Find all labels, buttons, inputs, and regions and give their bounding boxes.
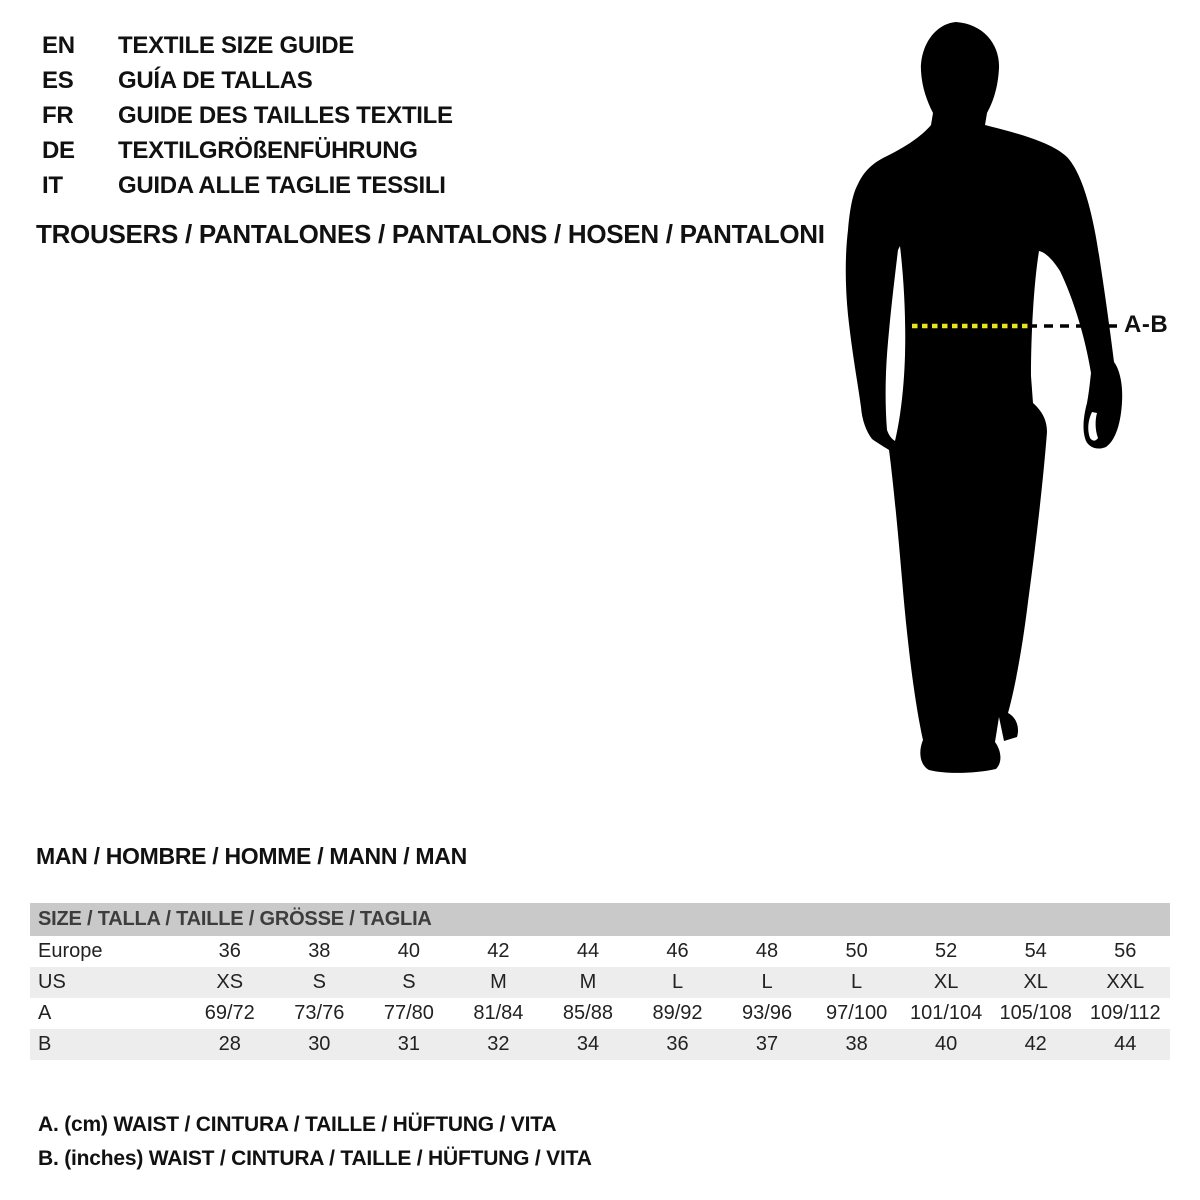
table-cell: XXL	[1106, 971, 1145, 993]
table-cell: 34	[576, 1033, 600, 1055]
legend-line-a: A. (cm) WAIST / CINTURA / TAILLE / HÜFTUNG / VITA	[38, 1113, 557, 1136]
size-table	[30, 903, 1170, 1060]
table-cell: 38	[308, 940, 331, 962]
table-cell: M	[579, 971, 597, 993]
language-code: DE	[42, 136, 75, 164]
table-cell: 109/112	[1089, 1002, 1161, 1024]
table-cell: 42	[1024, 1033, 1047, 1055]
table-row-europe	[30, 936, 1170, 967]
table-cell: 48	[755, 940, 779, 962]
legend-line-b: B. (inches) WAIST / CINTURA / TAILLE / HÜFTUNG / VITA	[38, 1147, 592, 1170]
row-label: B	[38, 1033, 52, 1055]
table-cell: 50	[845, 940, 868, 962]
language-label: GUIDE DES TAILLES TEXTILE	[118, 101, 453, 129]
table-cell: 31	[397, 1033, 420, 1055]
table-row-b-inches	[30, 1029, 1170, 1060]
table-cell: L	[671, 971, 684, 993]
row-label: Europe	[38, 940, 103, 962]
table-cell: 46	[666, 940, 689, 962]
table-row-us	[30, 967, 1170, 998]
table-cell: L	[851, 971, 863, 993]
language-label: TEXTILGRÖßENFÜHRUNG	[118, 136, 418, 164]
table-cell: 42	[487, 940, 510, 962]
table-cell: S	[312, 971, 326, 993]
ab-measure-label: A-B	[1124, 311, 1169, 338]
table-cell: 85/88	[562, 1002, 613, 1024]
table-cell: M	[490, 971, 507, 993]
table-cell: XS	[216, 971, 244, 993]
language-code: EN	[42, 31, 75, 59]
table-cell: 56	[1114, 940, 1137, 962]
table-cell: 36	[218, 940, 241, 962]
table-cell: 40	[935, 1033, 958, 1055]
table-cell: 89/92	[652, 1002, 703, 1024]
language-code: ES	[42, 66, 74, 94]
size-table-header: SIZE / TALLA / TAILLE / GRÖSSE / TAGLIA	[30, 903, 1170, 936]
table-cell: 36	[666, 1033, 689, 1055]
measure-legend	[38, 1108, 592, 1176]
table-cell: 105/108	[999, 1002, 1072, 1024]
row-label: A	[38, 1002, 52, 1024]
table-cell: 81/84	[473, 1002, 524, 1024]
table-cell: XL	[1023, 971, 1048, 993]
language-label: TEXTILE SIZE GUIDE	[118, 31, 354, 59]
table-cell: 97/100	[826, 1002, 888, 1024]
section-title: MAN / HOMBRE / HOMME / MANN / MAN	[36, 843, 467, 869]
language-label: GUIDA ALLE TAGLIE TESSILI	[118, 171, 446, 199]
table-cell: L	[761, 971, 773, 993]
category-title: TROUSERS / PANTALONES / PANTALONS / HOSEN / PANTALONI	[36, 219, 825, 249]
table-cell: 77/80	[383, 1002, 434, 1024]
table-cell: 69/72	[204, 1002, 255, 1024]
table-cell: 38	[845, 1033, 868, 1055]
table-cell: S	[402, 971, 416, 993]
language-label: GUÍA DE TALLAS	[118, 66, 313, 94]
table-cell: 54	[1024, 940, 1047, 962]
table-cell: 30	[308, 1033, 331, 1055]
table-cell: 101/104	[910, 1002, 983, 1024]
language-code: IT	[42, 171, 63, 199]
language-code: FR	[42, 101, 74, 129]
table-cell: 93/96	[742, 1002, 793, 1024]
table-cell: 37	[755, 1033, 779, 1055]
table-cell: 32	[487, 1033, 510, 1055]
table-cell: 52	[935, 940, 958, 962]
row-label: US	[38, 971, 66, 993]
table-cell: XL	[933, 971, 959, 993]
table-cell: 44	[576, 940, 600, 962]
table-cell: 40	[397, 940, 420, 962]
table-row-a-cm	[30, 998, 1170, 1029]
table-cell: 73/76	[294, 1002, 345, 1024]
table-cell: 44	[1114, 1033, 1137, 1055]
table-cell: 28	[218, 1033, 241, 1055]
